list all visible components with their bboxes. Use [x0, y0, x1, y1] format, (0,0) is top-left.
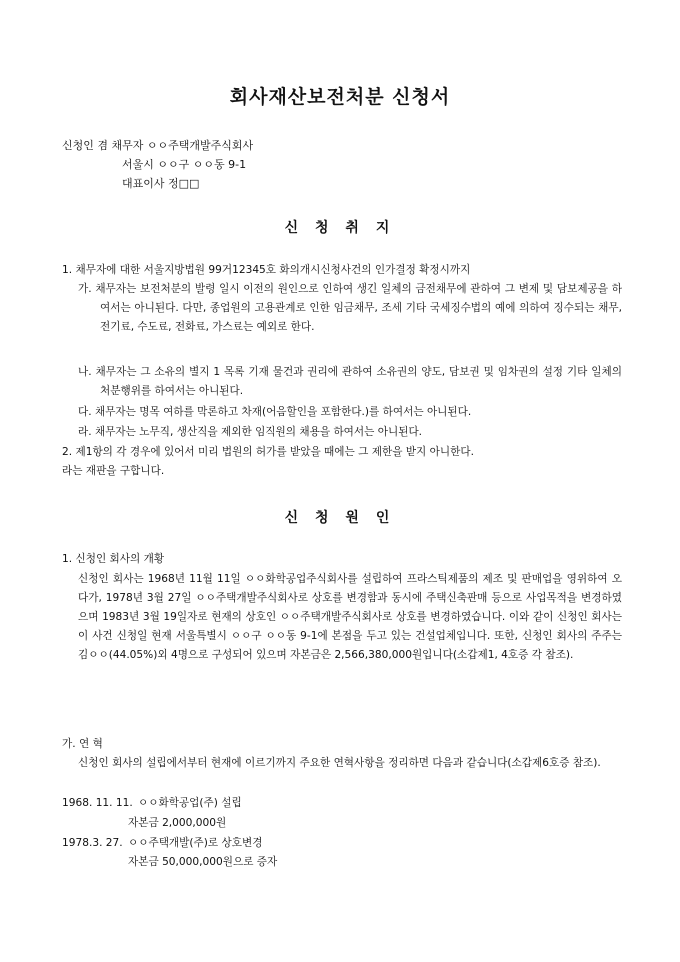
cause-section-1-body: 신청인 회사는 1968년 11월 11일 ㅇㅇ화학공업주식회사를 설립하여 프라스틱제품의 제조 및 판매업을 영위하여 오다가, 1978년 3월 27일 ㅇㅇ주택개발주식회사로 상호를 변경함과 동시에 주택신축판매 등으로 사업목적을 변경하였으며 1983년 3월 19일자로 현재의 상호인 ㅇㅇ주택개발주식회사로 상호를 변경하였습니다. 이와 같이 신청인 회사는 이 사건 신청일 현재 서울특별시 ㅇㅇ구 ㅇㅇ동 9-1에 본점을 두고 있는 건설업체입니다. 또한, 신청인 회사의 주주는 김ㅇㅇ(44.05%)외 4명으로 구성되어 있으며 자본금은 2,566,380,000원입니다(소갑제1, 4호증 각 참조).: [78, 573, 622, 661]
purpose-item-2: 2. 제1항의 각 경우에 있어서 미리 법원의 허가를 받았을 때에는 그 제한을 받지 아니한다.: [62, 446, 474, 458]
cause-heading: 신 청 원 인: [284, 510, 396, 526]
history-date: 1978.3. 27.: [62, 837, 123, 849]
document-title: 회사재산보전처분 신청서: [229, 86, 451, 108]
cause-section-1-title: 1. 신청인 회사의 개황: [62, 553, 165, 565]
applicant-representative: 대표이사 정□□: [122, 177, 200, 190]
purpose-sub-ga: 가. 채무자는 보전처분의 발령 일시 이전의 원인으로 인하여 생긴 일체의 금전채무에 관하여 그 변제 및 담보제공을 하여서는 아니된다. 다만, 종업원의 고용관계로 인한 임금채무, 조세 기타 국세징수법의 예에 의하여 징수되는 채무, 전기료, 수도료, 전화료, 가스료는 예외로 한다.: [78, 283, 622, 333]
purpose-sub-na: 나. 채무자는 그 소유의 별지 1 목록 기재 물건과 권리에 관하여 소유권의 양도, 담보권 및 임차권의 설정 기타 일체의 처분행위를 하여서는 아니된다.: [78, 366, 622, 397]
applicant-address: 서울시 ㅇㅇ구 ㅇㅇ동 9-1: [122, 158, 247, 171]
history-detail: 자본금 2,000,000원: [128, 817, 227, 829]
history-event: ㅇㅇ화학공업(주) 설립: [138, 797, 242, 809]
history-event: ㅇㅇ주택개발(주)로 상호변경: [128, 837, 263, 849]
history-title: 가. 연 혁: [62, 738, 103, 750]
applicant-line: 신청인 겸 채무자 ㅇㅇ주택개발주식회사: [62, 139, 254, 152]
purpose-sub-da: 다. 채무자는 명목 여하를 막론하고 차재(어음할인을 포함한다.)를 하여서는 아니된다.: [78, 406, 472, 418]
purpose-closing: 라는 재판을 구합니다.: [62, 465, 165, 477]
purpose-sub-ra: 라. 채무자는 노무직, 생산직을 제외한 임직원의 채용을 하여서는 아니된다.: [78, 426, 423, 438]
purpose-item-1: 1. 채무자에 대한 서울지방법원 99거12345호 화의개시신청사건의 인가결정 확정시까지: [62, 264, 471, 276]
history-date: 1968. 11. 11.: [62, 797, 133, 809]
purpose-heading: 신 청 취 지: [284, 220, 396, 236]
history-detail: 자본금 50,000,000원으로 증자: [128, 856, 278, 868]
history-intro: 신청인 회사의 설립에서부터 현재에 이르기까지 주요한 연혁사항을 정리하면 다음과 같습니다(소갑제6호증 참조).: [78, 757, 601, 769]
